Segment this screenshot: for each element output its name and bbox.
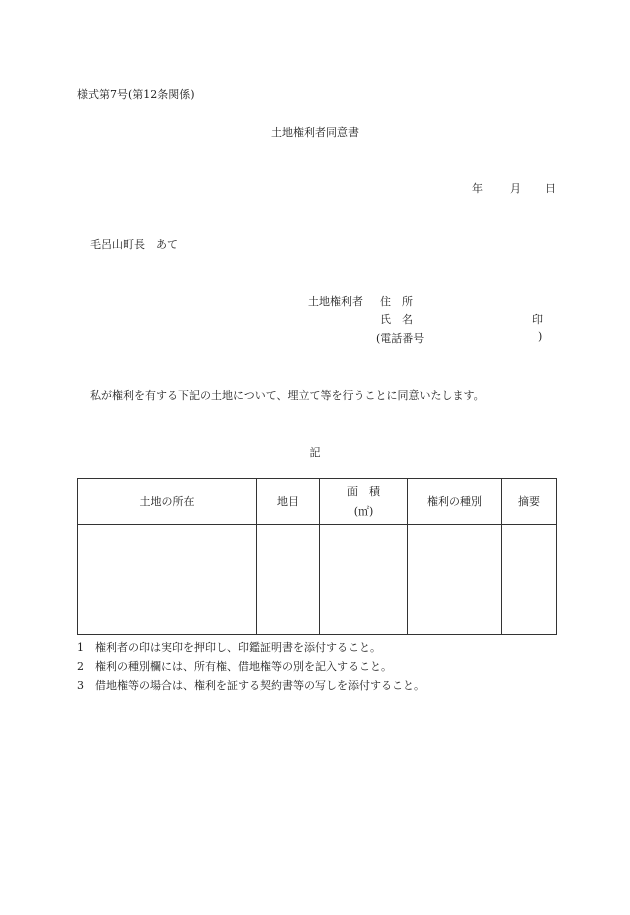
note-text: 借地権等の場合は、権利を証する契約書等の写しを添付すること。 — [95, 679, 425, 692]
name-label: 氏 名 — [380, 313, 413, 326]
note-item — [77, 657, 425, 676]
phone-label: (電話番号 — [376, 332, 425, 345]
cell-remarks[interactable] — [502, 525, 557, 635]
date-month-label: 月 — [510, 182, 521, 195]
note-text: 権利者の印は実印を押印し、印鑑証明書を添付すること。 — [95, 641, 381, 654]
seal-mark: 印 — [532, 313, 543, 326]
header-right-type: 権利の種別 — [408, 479, 502, 525]
table-header-row — [78, 479, 557, 525]
note-item — [77, 638, 425, 657]
consent-statement: 私が権利を有する下記の土地について、埋立て等を行うことに同意いたします。 — [90, 389, 485, 402]
header-remarks: 摘要 — [502, 479, 557, 525]
header-area — [320, 479, 408, 525]
table-row — [78, 525, 557, 635]
header-location: 土地の所在 — [78, 479, 257, 525]
date-year-label: 年 — [472, 182, 483, 195]
note-number: 1 — [77, 641, 84, 654]
header-area-label: 面 積 — [347, 484, 380, 498]
rights-holder-label: 土地権利者 — [308, 295, 363, 308]
phone-close-paren: ) — [538, 330, 543, 343]
addressee: 毛呂山町長 あて — [90, 238, 178, 251]
note-item — [77, 676, 425, 695]
cell-right-type[interactable] — [408, 525, 502, 635]
note-number: 3 — [77, 679, 84, 692]
cell-land-category[interactable] — [257, 525, 320, 635]
date-day-label: 日 — [545, 182, 556, 195]
note-text: 権利の種別欄には、所有権、借地権等の別を記入すること。 — [95, 660, 392, 673]
ki-heading: 記 — [309, 446, 321, 459]
header-land-category: 地目 — [257, 479, 320, 525]
cell-location[interactable] — [78, 525, 257, 635]
form-number: 様式第7号(第12条関係) — [77, 88, 195, 101]
land-table — [77, 478, 557, 635]
note-number: 2 — [77, 660, 84, 673]
header-area-unit: (㎡) — [353, 504, 374, 518]
address-label: 住 所 — [380, 295, 413, 308]
document-title: 土地権利者同意書 — [271, 126, 359, 139]
notes-list — [77, 638, 425, 695]
cell-area[interactable] — [320, 525, 408, 635]
